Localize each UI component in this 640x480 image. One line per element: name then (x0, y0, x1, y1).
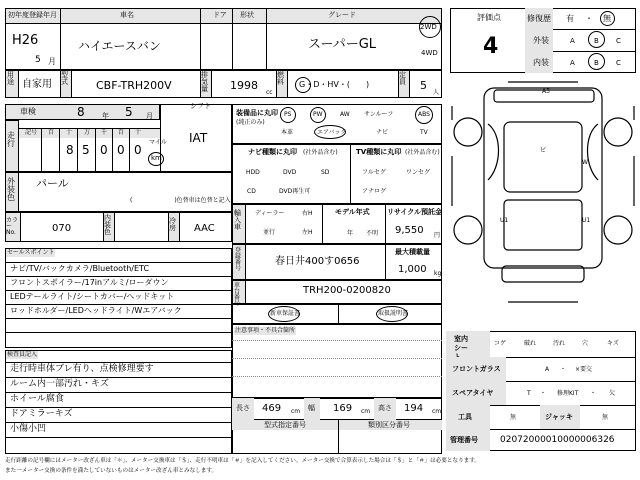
mileage-label: 走行 (7, 131, 15, 148)
spare-t: T (527, 390, 531, 397)
mileage-digit-5: 0 (117, 143, 125, 157)
navi-sub: (社外品含む) (303, 149, 338, 156)
grade-value: スーパーGL (308, 37, 377, 52)
digit-head-1: 百 (48, 129, 55, 136)
tv-one: ワンセグ (406, 169, 431, 176)
recycle-label: リサイクル預託金 (387, 208, 443, 216)
map-hose: ビ (540, 147, 547, 154)
equip-abs: ABS (418, 111, 430, 118)
chassis-value: TRH200-0200820 (303, 285, 391, 296)
length-unit: cm (291, 408, 301, 415)
damage-map (448, 76, 638, 322)
navi-hdd: HDD (246, 169, 260, 176)
seat-item-5: キズ (607, 340, 619, 347)
color-code-value: 070 (52, 223, 72, 234)
shape-label: 形状 (240, 11, 254, 19)
interior-color-label: 内装色 (104, 214, 111, 236)
map-u1-left: U1 (500, 217, 509, 224)
reg-month-unit: 月 (48, 57, 56, 66)
car-name-value: ハイエースバン (78, 39, 161, 53)
navi-sd: SD (321, 169, 330, 176)
cap-unit: 人 (433, 89, 440, 96)
jack-label: ジャッキ (545, 413, 573, 421)
class-no-label: 類別区分番号 (368, 421, 410, 429)
digit-head-6: 十 (135, 129, 142, 136)
color-label: 外装色 (7, 177, 15, 202)
digit-head-3: 万 (84, 129, 91, 136)
interior-label: 内装 (533, 58, 549, 67)
aircon-label: 冷房 (169, 217, 176, 232)
wheel-front-left (454, 118, 482, 146)
repair-label: 修復歴 (527, 14, 551, 23)
map-w: W (582, 159, 588, 166)
inspector-line-4: ドアミラーキズ (10, 409, 73, 419)
interior-b: B (594, 59, 599, 67)
digit-head-2: 十 (66, 129, 73, 136)
spare-dot2: ・ (590, 390, 597, 397)
use-label: 用途 (7, 71, 14, 86)
model-year-label: モデル年式 (335, 208, 370, 216)
wheel-rear-left (454, 216, 482, 244)
warranty-label: 新車保証書 (270, 310, 301, 317)
tool-value: 無 (510, 414, 517, 421)
width-label: 幅 (308, 404, 315, 412)
reg-no-label: 登録番号 (235, 247, 242, 272)
manual-label: 取扱説明書 (378, 310, 409, 317)
model-year-nen: 年 (347, 230, 354, 237)
sales-line-1: ナビ/TV/バックカメラ/Bluetooth/ETC (10, 264, 150, 273)
inspector-line-5: 小傷小凹 (10, 424, 47, 434)
exterior-a: A (570, 37, 575, 45)
disp-value: 1998 (230, 79, 258, 92)
interior-c: C (616, 59, 621, 67)
footer-line-2: また一メーター交換の条件を満たしていないものはメーター改ざん車とみなします。 (5, 468, 218, 474)
tv-title: TV種類に丸印 (356, 148, 402, 156)
body-outline (484, 88, 602, 268)
km-label: km (151, 154, 162, 162)
model-label: 型式 (61, 71, 68, 86)
score-value: 4 (483, 34, 499, 59)
equip-title: 装備品に丸印 (236, 109, 278, 117)
inspection-label: 車検 (20, 107, 36, 116)
exterior-c: C (616, 37, 621, 45)
mgmt-label: 管理番号 (450, 436, 478, 444)
reg-month: 5 (35, 55, 41, 65)
length-value: 469 (262, 403, 282, 414)
mgmt-value: 02072000010000006326 (500, 435, 615, 445)
width-value: 169 (333, 403, 353, 414)
recycle-yen: 円 (434, 232, 441, 239)
cap-value: 5 (420, 79, 427, 92)
mileage-digit-6: 0 (134, 143, 142, 157)
right-door-line (588, 124, 599, 180)
inspector-line-3: ホイール腐食 (10, 394, 64, 404)
model-value: CBF-TRH200V (96, 79, 172, 92)
repair-no: 無 (603, 14, 611, 23)
tv-analog: アナログ (362, 188, 387, 195)
glass-dot: ・ (560, 366, 567, 373)
spare-none: 欠 (609, 390, 616, 397)
chassis-label: 車台番号 (234, 282, 241, 307)
equip-tv: TV (420, 129, 428, 136)
score-label: 評価点 (477, 13, 501, 22)
car-name-label: 車名 (120, 11, 134, 19)
spare-label: スペアタイヤ (452, 389, 494, 397)
equip-sunroof: サンルーフ (364, 111, 394, 118)
exterior-label: 外装 (533, 36, 549, 45)
cap-label: 定員 (399, 71, 406, 86)
shift-value: IAT (189, 131, 208, 145)
equip-pw: PW (313, 111, 323, 118)
mileage-kiroku: 記号 (25, 129, 38, 136)
seat-item-3: 汚れ (553, 340, 566, 347)
equip-aw: AW (340, 111, 350, 118)
max-load-value: 1,000 (398, 264, 427, 275)
mileage-digit-3: 5 (82, 143, 90, 157)
fuel-label: 燃料 (277, 71, 284, 86)
tv-sub: (社外品含む) (405, 149, 440, 156)
shift-label: シフト (190, 102, 211, 110)
equip-airbag: エアバック (317, 129, 347, 136)
sales-line-2: フロントスポイラー/17inアルミ/ローダウン (10, 278, 169, 287)
seat-item-4: 穴 (582, 340, 589, 347)
max-load-label: 最大積載量 (395, 248, 430, 256)
height-value: 194 (404, 403, 424, 414)
sales-label: セールスポイント (7, 249, 55, 256)
glass-label: フロントガラス (452, 365, 501, 373)
max-load-unit: kg (434, 270, 442, 277)
inspector-line-1: 走行時車体ブレ有り、点検修理要す (10, 364, 154, 374)
digit-head-4: 千 (101, 129, 108, 136)
repair-dot: ・ (585, 14, 593, 23)
map-u1-right: U1 (582, 217, 591, 224)
seat-item-2: 破れ (524, 340, 537, 347)
digit-head-5: 百 (118, 129, 125, 136)
width-unit: cm (361, 408, 371, 415)
rear-panel (504, 200, 582, 250)
import-l: 左H (302, 229, 313, 236)
wheel-rear-right (604, 216, 632, 244)
glass-a: A (545, 366, 550, 373)
model-year-unknown: 不明 (366, 230, 379, 237)
interior-a: A (570, 59, 575, 67)
repair-yes: 有 (566, 14, 574, 23)
color-note: ( )色替車は色替と記入 (130, 197, 231, 204)
import-dealer: ディーラー (255, 210, 285, 217)
exterior-b: B (594, 37, 599, 45)
tool-label: 工具 (458, 413, 472, 421)
type-cert-label: 型式指定番号 (264, 421, 306, 429)
equip-sub: (純正のみ) (236, 119, 265, 126)
map-a3: A3 (542, 88, 550, 95)
navi-dvd-play: DVD再生可 (279, 188, 311, 195)
height-label: 高さ (378, 404, 392, 412)
mileage-digit-2: 8 (66, 143, 74, 157)
inspection-month: 5 (125, 105, 133, 119)
reg-no-value: 春日井400す0656 (275, 256, 360, 267)
seat-item-1: コゲ (494, 340, 507, 347)
length-label: 長さ (236, 404, 250, 412)
drive-4wd: 4WD (421, 49, 438, 57)
sales-line-3: LEDテールライト/シートカバー/ヘッドキット (10, 292, 175, 301)
jack-value: 無 (602, 414, 609, 421)
inspection-year: 8 (77, 105, 85, 119)
spare-kit: 修理KIT (557, 390, 579, 397)
reg-era: H26 (12, 33, 39, 48)
wheel-front-right (604, 118, 632, 146)
roof-panel (504, 122, 582, 192)
mileage-digit-4: 0 (100, 143, 108, 157)
door-label: ドア (213, 11, 227, 19)
car-outline-diagram (448, 76, 638, 322)
import-parallel: 並行 (263, 229, 276, 236)
navi-dvd: DVD (283, 169, 297, 176)
inspection-nen: 年 (102, 112, 109, 120)
inspection-getsu: 月 (146, 112, 153, 120)
spare-dot1: ・ (540, 390, 547, 397)
import-label: 輸入車 (234, 209, 241, 231)
glass-replace: ×要交 (575, 366, 593, 373)
sales-line-4: ロッドホルダー/LEDヘッドライト/Wエアバック (10, 306, 182, 315)
equip-navi: ナビ (376, 129, 389, 136)
use-value: 自家用 (22, 79, 52, 90)
recycle-value: 9,550 (395, 225, 424, 236)
grade-label: グレード (328, 11, 356, 19)
navi-cd: CD (247, 188, 256, 195)
equip-ps: PS (284, 111, 292, 118)
tv-full: フルセグ (362, 169, 386, 176)
color-value: パール (36, 177, 69, 190)
disp-label: 排気量 (201, 71, 208, 93)
seat-label: 室内シー (454, 335, 468, 353)
fuel-value: G・D・HV・( ) (299, 80, 370, 89)
drive-2wd: 2WD (420, 23, 437, 31)
mile-label: マイル (149, 139, 167, 146)
aircon-value: AAC (194, 223, 215, 234)
color-code-label: カラーNo. (6, 217, 19, 236)
footer-line-1: 走行距離の記号欄にはメーター改ざん車は「＊」、メーター交換車は「＄」、走行不明車は「＃」を記入してください。メーター交換で合算表示した場合は「＄」と「＃」は必要となります。 (5, 458, 481, 464)
equip-leather: 本革 (281, 129, 294, 136)
navi-title: ナビ種類に丸印 (248, 148, 297, 156)
height-unit: cm (432, 408, 442, 415)
inspector-label: 検査員記入 (7, 351, 38, 358)
reg-year-label: 初年度登録年月 (8, 11, 57, 19)
left-door-line (488, 124, 499, 180)
import-r: 右H (302, 210, 313, 217)
notes-label: 注意事項・不具合箇所 (235, 327, 296, 334)
cc-unit: cc (266, 89, 273, 96)
inspector-line-2: ルーム内一部汚れ・キズ (10, 379, 109, 389)
